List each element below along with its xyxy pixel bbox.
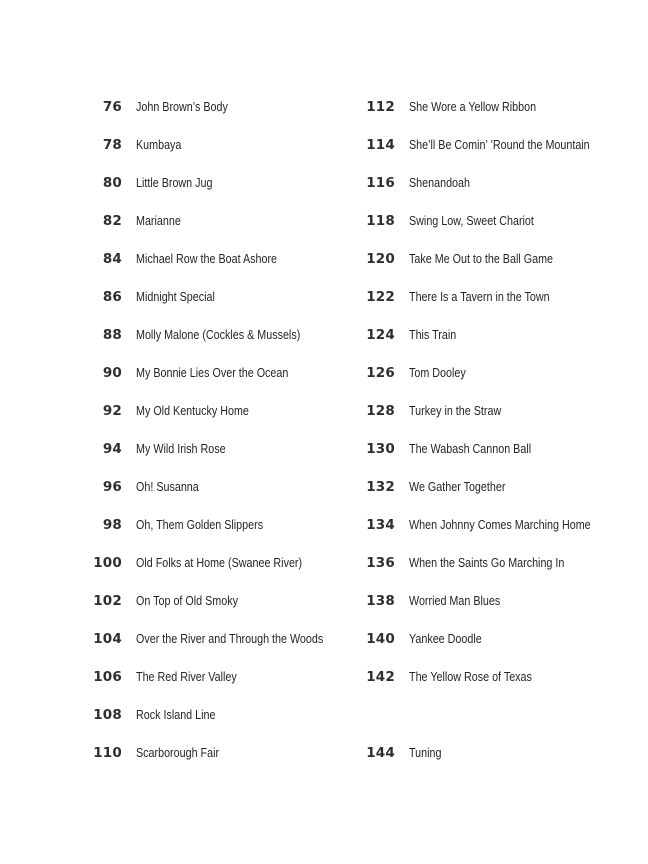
page-number: 134 (366, 517, 395, 533)
song-title: John Brown’s Body (136, 100, 228, 114)
page-number: 80 (102, 175, 122, 191)
page-number: 108 (93, 707, 122, 723)
song-title: She’ll Be Comin’ ’Round the Mountain (409, 138, 590, 152)
page-number: 92 (102, 403, 122, 419)
page-number: 78 (102, 137, 122, 153)
page-number: 82 (102, 213, 122, 229)
song-title: Kumbaya (136, 138, 182, 152)
page-number: 124 (366, 327, 395, 343)
toc-entry (0, 399, 648, 423)
song-title: My Old Kentucky Home (136, 404, 249, 418)
toc-entry (0, 323, 648, 347)
page-number: 76 (102, 99, 122, 115)
toc-entry (0, 133, 648, 157)
toc-entry (0, 703, 648, 727)
page-number: 138 (366, 593, 395, 609)
song-title: Oh, Them Golden Slippers (136, 518, 264, 532)
page-number: 112 (366, 99, 395, 115)
toc-entry (0, 475, 648, 499)
toc-entry (0, 665, 648, 689)
toc-entry (0, 589, 648, 613)
page-number: 106 (93, 669, 122, 685)
toc-entry (0, 741, 648, 765)
song-title: Yankee Doodle (409, 632, 482, 646)
page-number: 120 (366, 251, 395, 267)
page-number: 84 (102, 251, 122, 267)
page-number: 144 (366, 745, 395, 761)
page-number: 128 (366, 403, 395, 419)
page-number: 110 (93, 745, 122, 761)
song-title: On Top of Old Smoky (136, 594, 238, 608)
song-title: Old Folks at Home (Swanee River) (136, 556, 303, 570)
page-number: 88 (102, 327, 122, 343)
song-title: Michael Row the Boat Ashore (136, 252, 278, 266)
page-number: 102 (93, 593, 122, 609)
song-title: My Wild Irish Rose (136, 442, 226, 456)
page-number: 142 (366, 669, 395, 685)
toc-entry (0, 551, 648, 575)
page-number: 86 (102, 289, 122, 305)
toc-entry (0, 437, 648, 461)
page-number: 130 (366, 441, 395, 457)
song-title: Over the River and Through the Woods (136, 632, 324, 646)
song-title: She Wore a Yellow Ribbon (409, 100, 537, 114)
page-number: 96 (102, 479, 122, 495)
toc-entry (0, 209, 648, 233)
page-number: 94 (102, 441, 122, 457)
song-title: Take Me Out to the Ball Game (409, 252, 554, 266)
toc-entry (0, 627, 648, 651)
page-number: 122 (366, 289, 395, 305)
song-title: Midnight Special (136, 290, 215, 304)
song-title: Oh! Susanna (136, 480, 199, 494)
toc-entry (0, 361, 648, 385)
song-title: We Gather Together (409, 480, 506, 494)
page-number: 132 (366, 479, 395, 495)
song-title: The Yellow Rose of Texas (409, 670, 532, 684)
page-number: 116 (366, 175, 395, 191)
page-number: 90 (102, 365, 122, 381)
toc-entry (0, 171, 648, 195)
song-title: Shenandoah (409, 176, 470, 190)
page-number: 100 (93, 555, 122, 571)
song-title: The Red River Valley (136, 670, 237, 684)
song-title: Scarborough Fair (136, 746, 220, 760)
song-title: Worried Man Blues (409, 594, 501, 608)
toc-entry (0, 247, 648, 271)
song-title: Little Brown Jug (136, 176, 213, 190)
toc-entry (0, 95, 648, 119)
song-title: This Train (409, 328, 457, 342)
song-title: Tom Dooley (409, 366, 466, 380)
song-title: Marianne (136, 214, 181, 228)
song-title: Rock Island Line (136, 708, 216, 722)
song-title: Swing Low, Sweet Chariot (409, 214, 534, 228)
song-title: Tuning (409, 746, 442, 760)
page-number: 126 (366, 365, 395, 381)
page-number: 140 (366, 631, 395, 647)
page-number: 136 (366, 555, 395, 571)
song-title: Turkey in the Straw (409, 404, 502, 418)
song-title: There Is a Tavern in the Town (409, 290, 550, 304)
song-title: When Johnny Comes Marching Home (409, 518, 591, 532)
page-number: 114 (366, 137, 395, 153)
song-title: Molly Malone (Cockles & Mussels) (136, 328, 301, 342)
song-title: When the Saints Go Marching In (409, 556, 565, 570)
page-number: 118 (366, 213, 395, 229)
song-title: My Bonnie Lies Over the Ocean (136, 366, 289, 380)
toc-entry (0, 513, 648, 537)
song-title: The Wabash Cannon Ball (409, 442, 532, 456)
toc-entry (0, 285, 648, 309)
page-number: 98 (102, 517, 122, 533)
page-number: 104 (93, 631, 122, 647)
